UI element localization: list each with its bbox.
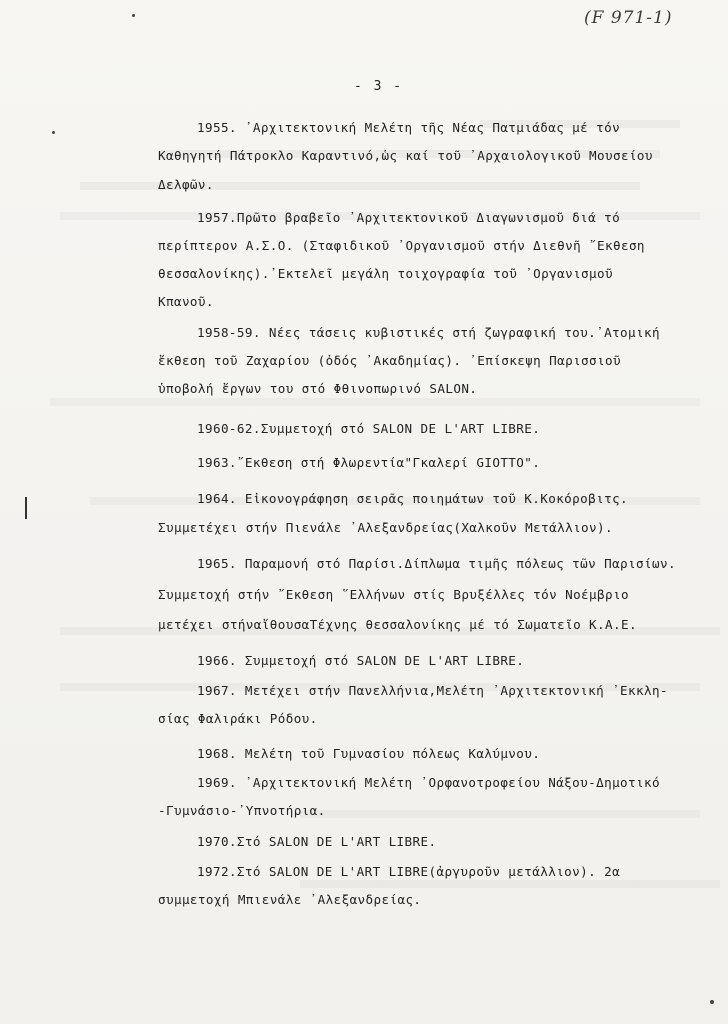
paper-speck: [710, 1000, 714, 1004]
text-line: 1955. ᾽Αρχιτεκτονική Μελέτη τῆς Νέας Πατμιάδας μέ τόν: [197, 120, 621, 135]
text-line: Δελφῶν.: [158, 177, 214, 192]
bleed-through-mark: [300, 880, 720, 888]
text-line: Καθηγητή Πάτροκλο Καραντινό,ὡς καί τοῦ ᾽Αρχαιολογικοῦ Μουσείου: [158, 148, 653, 163]
text-line: 1957.Πρῶτο βραβεῖο ᾽Αρχιτεκτονικοῦ Διαγωνισμοῦ διά τό: [197, 210, 621, 225]
text-line: ἔκθεση τοῦ Ζαχαρίου (ὀδός ᾽Ακαδημίας). ᾽Επίσκεψη Παρισσιοῦ: [158, 353, 621, 368]
text-line: 1960-62.Συμμετοχή στό SALON DE L'ART LIBRE.: [197, 421, 541, 436]
text-line: 1965. Παραμονή στό Παρίσι.Δίπλωμα τιμῆς πόλεως τῶν Παρισίων.: [197, 556, 676, 571]
text-line: μετέχει στήναἴθουσαΤέχνης θεσσαλονίκης μέ τό Σωματεῖο Κ.Α.Ε.: [158, 617, 637, 632]
text-line: ὑποβολή ἔργων του στό Φθινοπωρινό SALON.: [158, 381, 478, 396]
text-line: Συμμετοχή στήν ῎Εκθεση ῞Ελλήνων στίς Βρυξέλλες τόν Νοέμβριο: [158, 587, 629, 602]
page-number: - 3 -: [354, 79, 404, 94]
bleed-through-mark: [50, 398, 700, 406]
text-line: Κπανοῦ.: [158, 294, 214, 309]
archive-reference: (F 971-1): [584, 8, 673, 28]
text-line: -Γυμνάσιο-᾽Υπνοτήρια.: [158, 803, 326, 818]
text-line: σίας Φαλιράκι Ρόδου.: [158, 711, 318, 726]
text-line: Συμμετέχει στήν Πιενάλε ᾽Αλεξανδρείας(Χαλκοῦν Μετάλλιον).: [158, 520, 613, 535]
paper-speck: [132, 14, 135, 17]
text-line: 1967. Μετέχει στήν Πανελλήνια,Μελέτη ᾽Αρχιτεκτονική ᾽Εκκλη-: [197, 683, 668, 698]
margin-mark: [25, 497, 27, 519]
bleed-through-mark: [300, 810, 700, 818]
text-line: 1969. ᾽Αρχιτεκτονική Μελέτη ᾽Ορφανοτροφείου Νάξου-Δημοτικό: [197, 775, 660, 790]
text-line: 1964. Εἰκονογράφηση σειρᾶς ποιημάτων τοῦ Κ.Κοκόροβιτς.: [197, 491, 629, 506]
text-line: 1970.Στό SALON DE L'ART LIBRE.: [197, 834, 437, 849]
text-line: 1958-59. Νέες τάσεις κυβιστικές στή ζωγραφική του.᾽Ατομική: [197, 325, 660, 340]
bullet-dot: [52, 131, 55, 134]
text-line: 1966. Συμμετοχή στό SALON DE L'ART LIBRE.: [197, 653, 525, 668]
text-line: περίπτερον Α.Σ.Ο. (Σταφιδικοῦ ᾽Οργανισμοῦ στήν Διεθνῆ ῎Εκθεση: [158, 238, 645, 253]
text-line: θεσσαλονίκης).᾽Εκτελεῖ μεγάλη τοιχογραφία τοῦ ᾽Οργανισμοῦ: [158, 266, 613, 281]
text-line: 1963.῎Εκθεση στή Φλωρεντία"Γκαλερί GIOTTO".: [197, 455, 541, 470]
text-line: 1972.Στό SALON DE L'ART LIBRE(ἀργυροῦν μετάλλιον). 2α: [197, 864, 621, 879]
text-line: συμμετοχή Μπιενάλε ᾽Αλεξανδρείας.: [158, 892, 422, 907]
text-line: 1968. Μελέτη τοῦ Γυμνασίου πόλεως Καλύμνου.: [197, 746, 541, 761]
